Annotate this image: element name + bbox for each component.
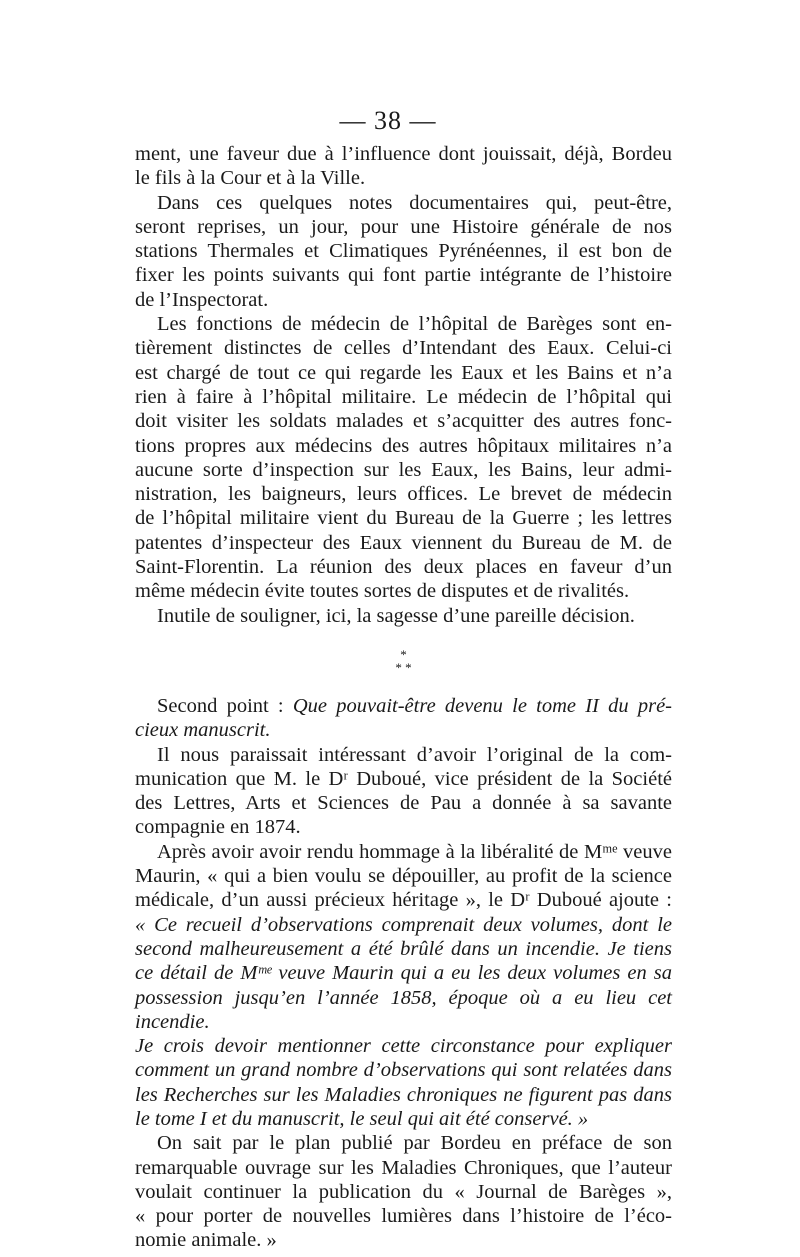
text-line: nistration, les baigneurs, leurs offices. Le brevet de médecin: [135, 483, 672, 506]
section-separator-asterism: [135, 648, 672, 674]
text-line: « pour porter de nouvelles lumières dans l’histoire de l’éco-: [135, 1205, 672, 1228]
text-line: est chargé de tout ce qui regarde les Eaux et les Bains et n’a: [135, 361, 672, 384]
asterism-bottom: * *: [395, 659, 412, 675]
quote-line: [135, 937, 672, 961]
quote-text: comment un grand nombre d’observations qui sont relatées dans: [135, 1059, 672, 1082]
text-line: voulait continuer la publication du « Journal de Barèges »,: [135, 1180, 672, 1203]
text-line: Les fonctions de médecin de l’hôpital de Barèges sont en-: [157, 313, 672, 336]
text-line: de l’hôpital militaire vient du Bureau de la Guerre ; les lettres: [135, 507, 672, 530]
text-line: ment, une faveur due à l’influence dont jouissait, déjà, Bordeu: [135, 143, 672, 165]
text-line: remarquable ouvrage sur les Maladies Chroniques, que l’auteur: [135, 1156, 672, 1179]
quote-line: [135, 986, 672, 1035]
quote-line: [135, 1083, 672, 1107]
quote-text: second malheureusement a été brûlé dans un incendie. Je tiens: [135, 937, 672, 960]
text-line: doit visiter les soldats malades et s’acquitter des autres fonc-: [135, 410, 672, 433]
text-line: Maurin, « qui a bien voulu se dépouiller, au profit de la science: [135, 865, 672, 888]
text-line: [135, 694, 672, 718]
text-line: stations Thermales et Climatiques Pyrénéennes, il est bon de: [135, 240, 672, 263]
text-line: de l’Inspectorat.: [135, 288, 269, 311]
quote-line: [135, 913, 672, 937]
quote-text: ce détail de Mᵐᵉ veuve Maurin qui a eu les deux volumes en sa: [135, 962, 672, 985]
quote-text: possession jusqu’en l’année 1858, époque où a eu lieu cet incendie.: [135, 986, 672, 1033]
text-line: Il nous paraissait intéressant d’avoir l’original de la com-: [157, 743, 672, 766]
text-line: tions propres aux médecins des autres hôpitaux militaires n’a: [135, 434, 672, 457]
paragraph-1: [135, 142, 672, 191]
quote-line: [135, 961, 672, 985]
text-line: rien à faire à l’hôpital militaire. Le médecin de l’hôpital qui: [135, 385, 672, 408]
quote-text: Je crois devoir mentionner cette circonstance pour expliquer: [135, 1035, 672, 1058]
text-line: nomie animale. »: [135, 1229, 277, 1252]
text-line: même médecin évite toutes sortes de disputes et de rivalités.: [135, 580, 630, 603]
text-line: Après avoir avoir rendu hommage à la libéralité de Mᵐᵉ veuve: [157, 840, 672, 863]
page-number: — 38 —: [339, 106, 437, 135]
quote-text: le tome I et du manuscrit, le seul qui ait été conservé. »: [135, 1107, 589, 1130]
paragraph-5: [135, 694, 672, 743]
paragraph-4: [135, 604, 672, 628]
paragraph-6: [135, 743, 672, 840]
quote-line: [135, 1034, 672, 1058]
text-line: seront reprises, un jour, pour une Histoire générale de nos: [135, 215, 672, 238]
text-line: munication que M. le Dʳ Duboué, vice président de la Société: [135, 767, 672, 790]
text-line: aucune sorte d’inspection sur les Eaux, les Bains, leur admi-: [135, 458, 672, 481]
italic-heading: cieux manuscrit.: [135, 719, 271, 742]
paragraph-3: [135, 312, 672, 604]
quote-text: les Recherches sur les Maladies chroniques ne figurent pas dans: [135, 1083, 672, 1106]
text-line: tièrement distinctes de celles d’Intendant des Eaux. Celui-ci: [135, 337, 672, 360]
text-line: fixer les points suivants qui font partie intégrante de l’histoire: [135, 264, 672, 287]
second-point-label: Second point :: [157, 694, 293, 717]
body-text: [135, 142, 672, 1253]
quote-text: « Ce recueil d’observations comprenait deux volumes, dont le: [135, 913, 672, 936]
text-line: des Lettres, Arts et Sciences de Pau a donnée à sa savante: [135, 792, 672, 815]
text-line: Dans ces quelques notes documentaires qui, peut-être,: [157, 191, 672, 214]
quote-line: [135, 1107, 672, 1131]
paragraph-8: [135, 1131, 672, 1252]
text-line: Saint-Florentin. La réunion des deux places en faveur d’un: [135, 556, 672, 579]
text-line: médicale, d’un aussi précieux héritage », le Dʳ Duboué ajoute :: [135, 889, 672, 912]
asterism-top: *: [400, 646, 407, 662]
text-line: [135, 718, 672, 742]
text-line: le fils à la Cour et à la Ville.: [135, 167, 366, 190]
text-line: compagnie en 1874.: [135, 816, 301, 839]
paragraph-2: [135, 191, 672, 312]
text-line: patentes d’inspecteur des Eaux viennent du Bureau de M. de: [135, 531, 672, 554]
paragraph-7: [135, 840, 672, 1132]
italic-heading: Que pouvait-être devenu le tome II du pré-: [292, 694, 673, 717]
quote-line: [135, 1058, 672, 1082]
text-line: Inutile de souligner, ici, la sagesse d’une pareille décision.: [157, 604, 635, 627]
text-line: On sait par le plan publié par Bordeu en préface de son: [157, 1132, 672, 1155]
